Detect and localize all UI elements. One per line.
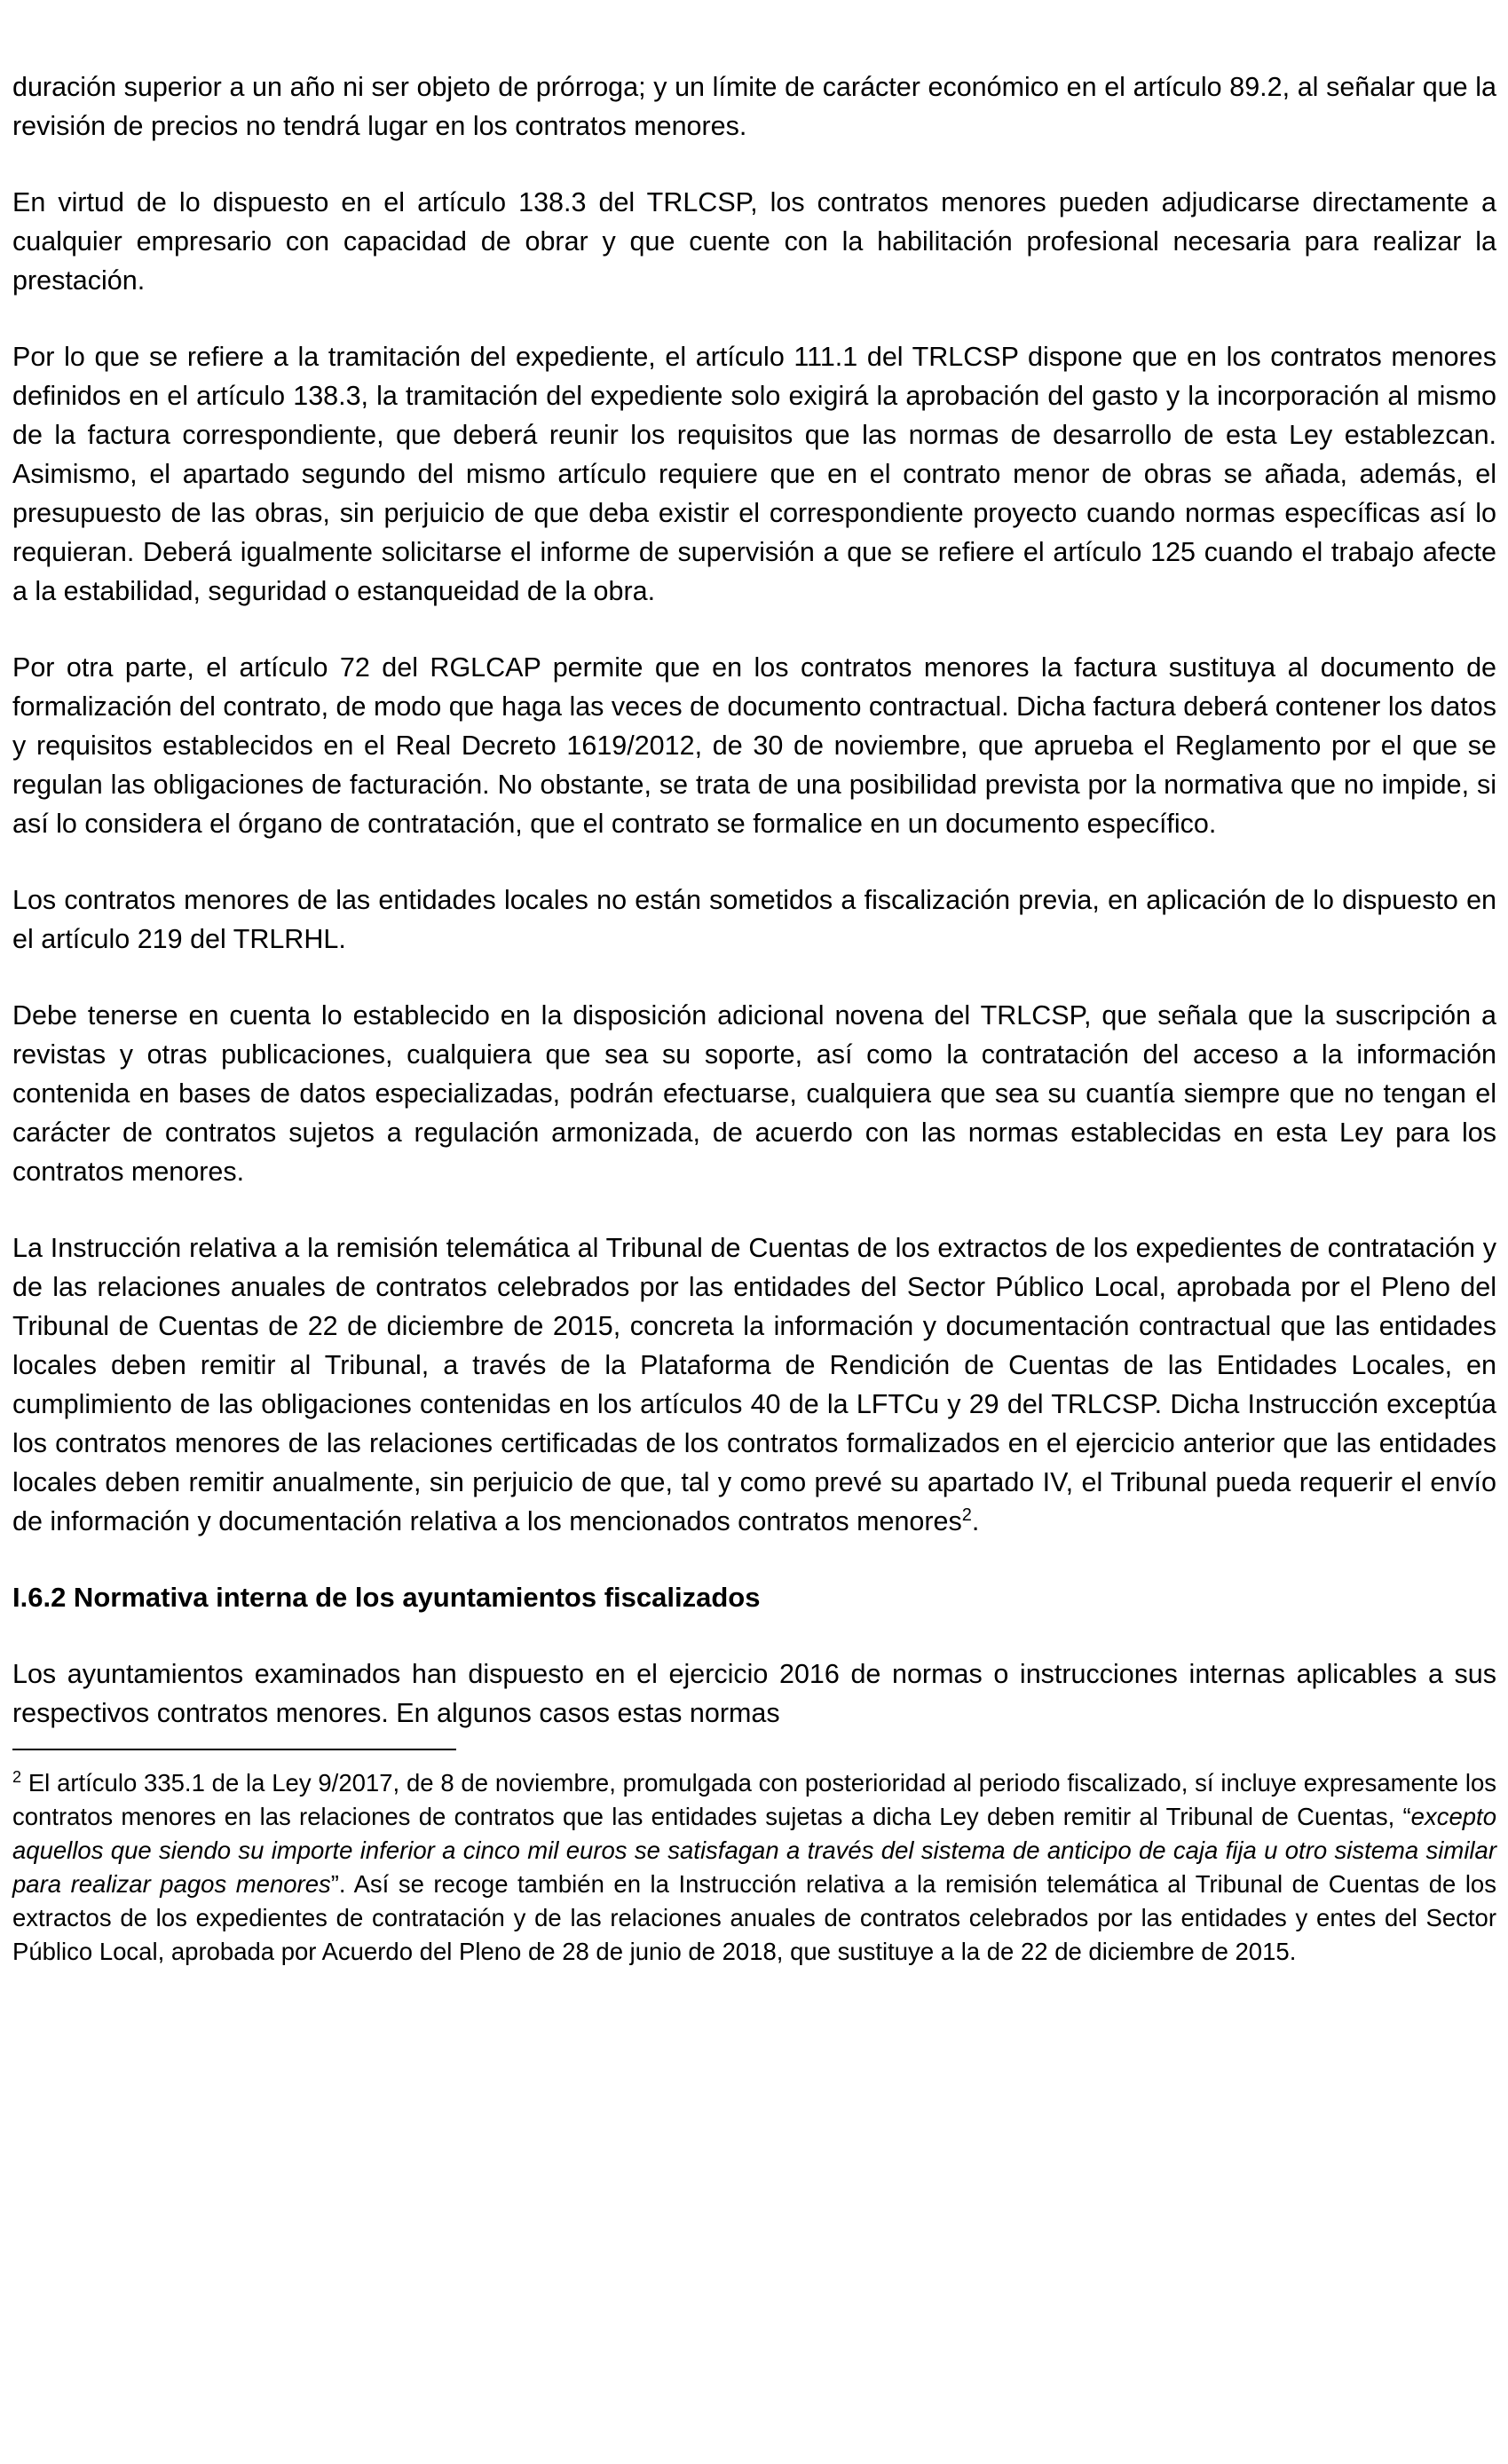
paragraph-1: duración superior a un año ni ser objeto de prórroga; y un límite de carácter económico en el artículo 89.2, al señalar que la revisión de precios no tendrá lugar en los contratos menores. bbox=[12, 72, 1496, 141]
footnote bbox=[12, 1766, 1496, 1969]
paragraph-7-text: La Instrucción relativa a la remisión telemática al Tribunal de Cuentas de los extractos de los expedientes de contratación y de las relaciones anuales de contratos celebrados por las entidades del Sector Público Local, aprobada por el Pleno del Tribunal de Cuentas de 22 de diciembre de 2015, concreta la información y documentación contractual que las entidades locales deben remitir al Tribunal, a través de la Plataforma de Rendición de Cuentas de las Entidades Locales, en cumplimiento de las obligaciones contenidas en los artículos 40 de la LFTCu y 29 del TRLCSP. Dicha Instrucción exceptúa los contratos menores de las relaciones certificadas de los contratos formalizados en el ejercicio anterior que las entidades locales deben remitir anualmente, sin perjuicio de que, tal y como prevé su apartado IV, el Tribunal pueda requerir el envío de información y documentación relativa a los mencionados contratos menores bbox=[12, 1233, 1496, 1536]
paragraph-4: Por otra parte, el artículo 72 del RGLCAP permite que en los contratos menores la factura sustituya al documento de formalización del contrato, de modo que haga las veces de documento contractual. Dicha factura deberá contener los datos y requisitos establecidos en el Real Decreto 1619/2012, de 30 de noviembre, que aprueba el Reglamento por el que se regulan las obligaciones de facturación. No obstante, se trata de una posibilidad prevista por la normativa que no impide, si así lo considera el órgano de contratación, que el contrato se formalice en un documento específico. bbox=[12, 652, 1496, 839]
footnote-number: 2 bbox=[12, 1767, 22, 1786]
paragraph-7 bbox=[12, 1228, 1496, 1541]
paragraph-7-end: . bbox=[971, 1506, 980, 1536]
section-heading: I.6.2 Normativa interna de los ayuntamientos fiscalizados bbox=[12, 1582, 761, 1613]
paragraph-2: En virtud de lo dispuesto en el artículo 138.3 del TRLCSP, los contratos menores pueden adjudicarse directamente a cualquier empresario con capacidad de obrar y que cuente con la habilitación profesional necesaria para realizar la prestación. bbox=[12, 187, 1496, 296]
footnote-text-before: El artículo 335.1 de la Ley 9/2017, de 8 de noviembre, promulgada con posterioridad al periodo fiscalizado, sí incluye expresamente los contratos menores en las relaciones de contratos que las entidades sujetas a dicha Ley deben remitir al Tribunal de Cuentas, “ bbox=[12, 1769, 1496, 1830]
footnote-separator bbox=[12, 1749, 456, 1750]
footnote-reference[interactable]: 2 bbox=[961, 1504, 972, 1525]
paragraph-8: Los ayuntamientos examinados han dispuesto en el ejercicio 2016 de normas o instrucciones internas aplicables a sus respectivos contratos menores. En algunos casos estas normas bbox=[12, 1659, 1496, 1728]
paragraph-3: Por lo que se refiere a la tramitación del expediente, el artículo 111.1 del TRLCSP dispone que en los contratos menores definidos en el artículo 138.3, la tramitación del expediente solo exigirá la aprobación del gasto y la incorporación al mismo de la factura correspondiente, que deberá reunir los requisitos que las normas de desarrollo de esta Ley establezcan. Asimismo, el apartado segundo del mismo artículo requiere que en el contrato menor de obras se añada, además, el presupuesto de las obras, sin perjuicio de que deba existir el correspondiente proyecto cuando normas específicas así lo requieran. Deberá igualmente solicitarse el informe de supervisión a que se refiere el artículo 125 cuando el trabajo afecte a la estabilidad, seguridad o estanqueidad de la obra. bbox=[12, 342, 1496, 606]
footnote-text-after: ”. Así se recoge también en la Instrucción relativa a la remisión telemática al Tribunal de Cuentas de los extractos de los expedientes de contratación y de las relaciones anuales de contratos celebrados por las entidades y entes del Sector Público Local, aprobada por Acuerdo del Pleno de 28 de junio de 2018, que sustituye a la de 22 de diciembre de 2015. bbox=[12, 1870, 1496, 1965]
footnote-quote: excepto aquellos que siendo su importe inferior a cinco mil euros se satisfagan a través del sistema de anticipo de caja fija u otro sistema similar para realizar pagos menores bbox=[12, 1803, 1496, 1898]
paragraph-5: Los contratos menores de las entidades locales no están sometidos a fiscalización previa, en aplicación de lo dispuesto en el artículo 219 del TRLRHL. bbox=[12, 885, 1496, 954]
paragraph-6: Debe tenerse en cuenta lo establecido en la disposición adicional novena del TRLCSP, que señala que la suscripción a revistas y otras publicaciones, cualquiera que sea su soporte, así como la contratación del acceso a la información contenida en bases de datos especializadas, podrán efectuarse, cualquiera que sea su cuantía siempre que no tengan el carácter de contratos sujetos a regulación armonizada, de acuerdo con las normas establecidas en esta Ley para los contratos menores. bbox=[12, 1000, 1496, 1187]
document-page bbox=[12, 67, 1496, 1969]
